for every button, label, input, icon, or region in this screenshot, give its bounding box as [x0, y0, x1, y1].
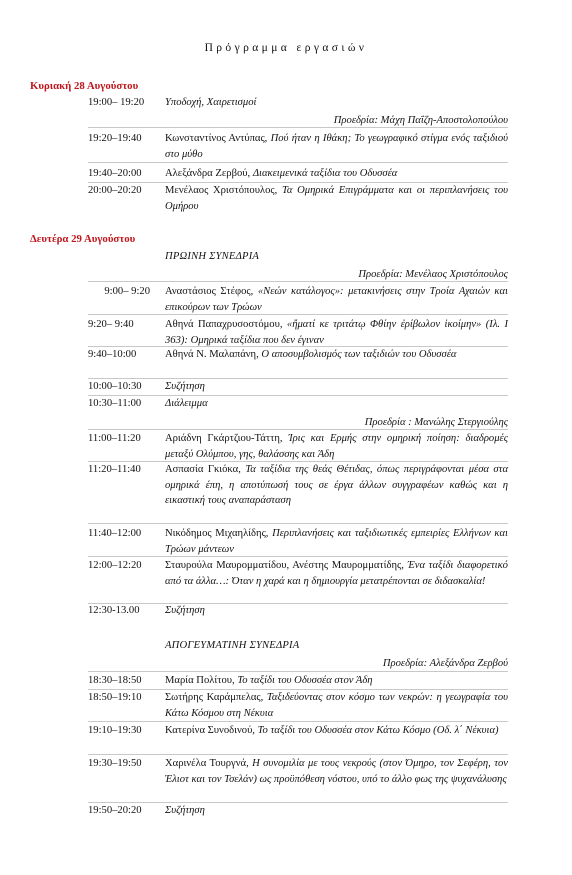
- talk-description: [165, 673, 508, 689]
- time-slot: 10:30–11:00: [88, 398, 142, 409]
- talk-description: [165, 558, 508, 589]
- talk-title: Συζήτηση: [165, 381, 205, 392]
- chair-line: Προεδρία: Μάχη Παΐζη-Αποστολοπούλου: [333, 115, 508, 126]
- page-title: Πρόγραμμα εργασιών: [204, 42, 368, 54]
- talk-title: «Νεών κατάλογος»: μετακινήσεις στην Τροία Αχαιών και επικούρων των Τρώων: [165, 286, 509, 313]
- time-slot: 11:20–11:40: [88, 464, 141, 475]
- time-slot: 18:30–18:50: [88, 675, 142, 686]
- speaker-name: Μενέλαος Χριστόπουλος,: [165, 185, 278, 196]
- talk-description: [165, 284, 508, 315]
- speaker-name: Σωτήρης Καράμπελας,: [165, 692, 264, 703]
- divider: [88, 429, 508, 430]
- speaker-name: Αλεξάνδρα Ζερβού,: [165, 168, 251, 179]
- talk-title: Υποδοχή, Χαιρετισμοί: [165, 97, 257, 108]
- talk-title: Διακειμενικά ταξίδια του Οδυσσέα: [252, 168, 398, 179]
- talk-description: [165, 131, 508, 162]
- time-slot: 19:20–19:40: [88, 133, 142, 144]
- divider: [88, 754, 508, 755]
- talk-title: Ένα ταξίδι διαφορετικό από τα άλλα…: Όταν η χαρά και η δημιουργία μετατρέπονται σε διδασκαλία!: [165, 560, 508, 587]
- talk-title: Ο αποσυμβολισμός των ταξιδιών του Οδυσσέα: [261, 349, 457, 360]
- speaker-name: Αθηνά Ν. Μαλαπάνη,: [165, 349, 259, 360]
- talk-title: Περιπλανήσεις και ταξιδιωτικές εμπειρίες Ελλήνων και Τρώων μάντεων: [165, 528, 508, 555]
- speaker-name: Χαρινέλα Τουργνά,: [165, 758, 249, 769]
- talk-title: «ἤματί κε τριτάτῳ Φθίην ἐρίβωλον ἱκοίμην» (Ιλ. Ι 363): Ομηρικά ταξίδια που δεν έγιναν: [165, 319, 508, 346]
- chair-line: Προεδρία : Μανώλης Στεργιούλης: [364, 417, 508, 428]
- talk-description: [165, 379, 508, 395]
- speaker-name: Κωνσταντίνος Αντύπας,: [165, 133, 268, 144]
- time-slot: 19:50–20:20: [88, 805, 142, 816]
- speaker-name: Ασπασία Γκιόκα,: [165, 464, 241, 475]
- divider: [88, 721, 508, 722]
- time-slot: 19:40–20:00: [88, 168, 142, 179]
- talk-title: Τα ταξίδια της θεάς Θέτιδας, όπως περιγράφονται μέσα στα ομηρικά έπη, η αποτύπωσή τους σε έργα άλλων συγγραφέων καθώς και η εικαστική τους αναπαράσταση: [165, 464, 509, 506]
- time-slot: 19:10–19:30: [88, 725, 142, 736]
- time-slot: 20:00–20:20: [88, 185, 142, 196]
- talk-title: Συζήτηση: [165, 605, 205, 616]
- divider: [88, 523, 508, 524]
- speaker-name: Νικόδημος Μιχαηλίδης,: [165, 528, 269, 539]
- talk-title: Το ταξίδι του Οδυσσέα στον Κάτω Κόσμο (Οδ. λ΄ Νέκυια): [257, 725, 499, 736]
- chair-line: Προεδρία: Αλεξάνδρα Ζερβού: [382, 658, 508, 669]
- chair-line: Προεδρία: Μενέλαος Χριστόπουλος: [358, 269, 508, 280]
- time-slot: 11:40–12:00: [88, 528, 142, 539]
- session-heading-afternoon: ΑΠΟΓΕΥΜΑΤΙΝΗ ΣΥΝΕΔΡΙΑ: [165, 640, 300, 651]
- divider: [88, 314, 508, 315]
- talk-description: [165, 526, 508, 557]
- time-slot: 12:00–12:20: [88, 560, 142, 571]
- talk-description: [165, 317, 508, 348]
- time-slot: 9:00– 9:20: [104, 286, 150, 297]
- day-heading-monday: Δευτέρα 29 Αυγούστου: [30, 233, 136, 245]
- speaker-name: Αριάδνη Γκάρτζιου-Τάττη,: [165, 433, 283, 444]
- time-slot: 19:30–19:50: [88, 758, 142, 769]
- session-heading-morning: ΠΡΩΙΝΗ ΣΥΝΕΔΡΙΑ: [165, 251, 260, 262]
- talk-description: [165, 347, 508, 363]
- time-slot: 12:30-13.00: [88, 605, 140, 616]
- talk-title: Τα Ομηρικά Επιγράμματα και οι περιπλανήσεις του Ομήρου: [165, 185, 508, 212]
- talk-description: [165, 603, 508, 619]
- talk-title: Ίρις και Ερμής στην ομηρική ποίηση: διαδρομές μεταξύ Ολύμπου, γης, θαλάσσης και Άδη: [165, 433, 508, 460]
- talk-description: [165, 723, 508, 739]
- speaker-name: Σταυρούλα Μαυρομματίδου, Ανέστης Μαυρομματίδης,: [165, 560, 404, 571]
- time-slot: 19:00– 19:20: [88, 97, 145, 108]
- talk-description: [165, 803, 508, 819]
- divider: [88, 127, 508, 128]
- talk-title: Ταξιδεύοντας στον κόσμο των νεκρών: η γεωγραφία του Κάτω Κόσμου στη Νέκυια: [165, 692, 508, 719]
- talk-description: [165, 462, 508, 509]
- talk-description: [165, 756, 508, 787]
- talk-title: Συζήτηση: [165, 805, 205, 816]
- divider: [88, 556, 508, 557]
- talk-description: [165, 183, 508, 214]
- talk-description: [165, 690, 508, 721]
- talk-description: [165, 166, 508, 182]
- time-slot: 10:00–10:30: [88, 381, 142, 392]
- talk-title: Διάλειμμα: [165, 398, 208, 409]
- talk-title: Πού ήταν η Ιθάκη; Το γεωγραφικό στίγμα ενός ταξιδιού στο μύθο: [165, 133, 508, 160]
- day-heading-sunday: Κυριακή 28 Αυγούστου: [30, 80, 139, 92]
- speaker-name: Κατερίνα Συνοδινού,: [165, 725, 255, 736]
- time-slot: 18:50–19:10: [88, 692, 142, 703]
- divider: [88, 671, 508, 672]
- speaker-name: Μαρία Πολίτου,: [165, 675, 235, 686]
- talk-description: [165, 396, 508, 412]
- talk-title: Η συνομιλία με τους νεκρούς (στον Όμηρο, τον Σεφέρη, τον Έλιοτ και τον Τσελάν) ως προϋπόθεση νόστου, υπό το άλλο φως της ψυχανάλυσης: [165, 758, 508, 785]
- speaker-name: Αθηνά Παπαχρυσοστόμου,: [165, 319, 283, 330]
- divider: [88, 281, 508, 282]
- time-slot: 9:20– 9:40: [88, 319, 134, 330]
- time-slot: 9:40–10:00: [88, 349, 137, 360]
- speaker-name: Αναστάσιος Στέφος,: [165, 286, 254, 297]
- talk-description: [165, 431, 508, 462]
- time-slot: 11:00–11:20: [88, 433, 141, 444]
- talk-title: Το ταξίδι του Οδυσσέα στον Άδη: [237, 675, 373, 686]
- divider: [88, 162, 508, 163]
- talk-description: [165, 95, 508, 111]
